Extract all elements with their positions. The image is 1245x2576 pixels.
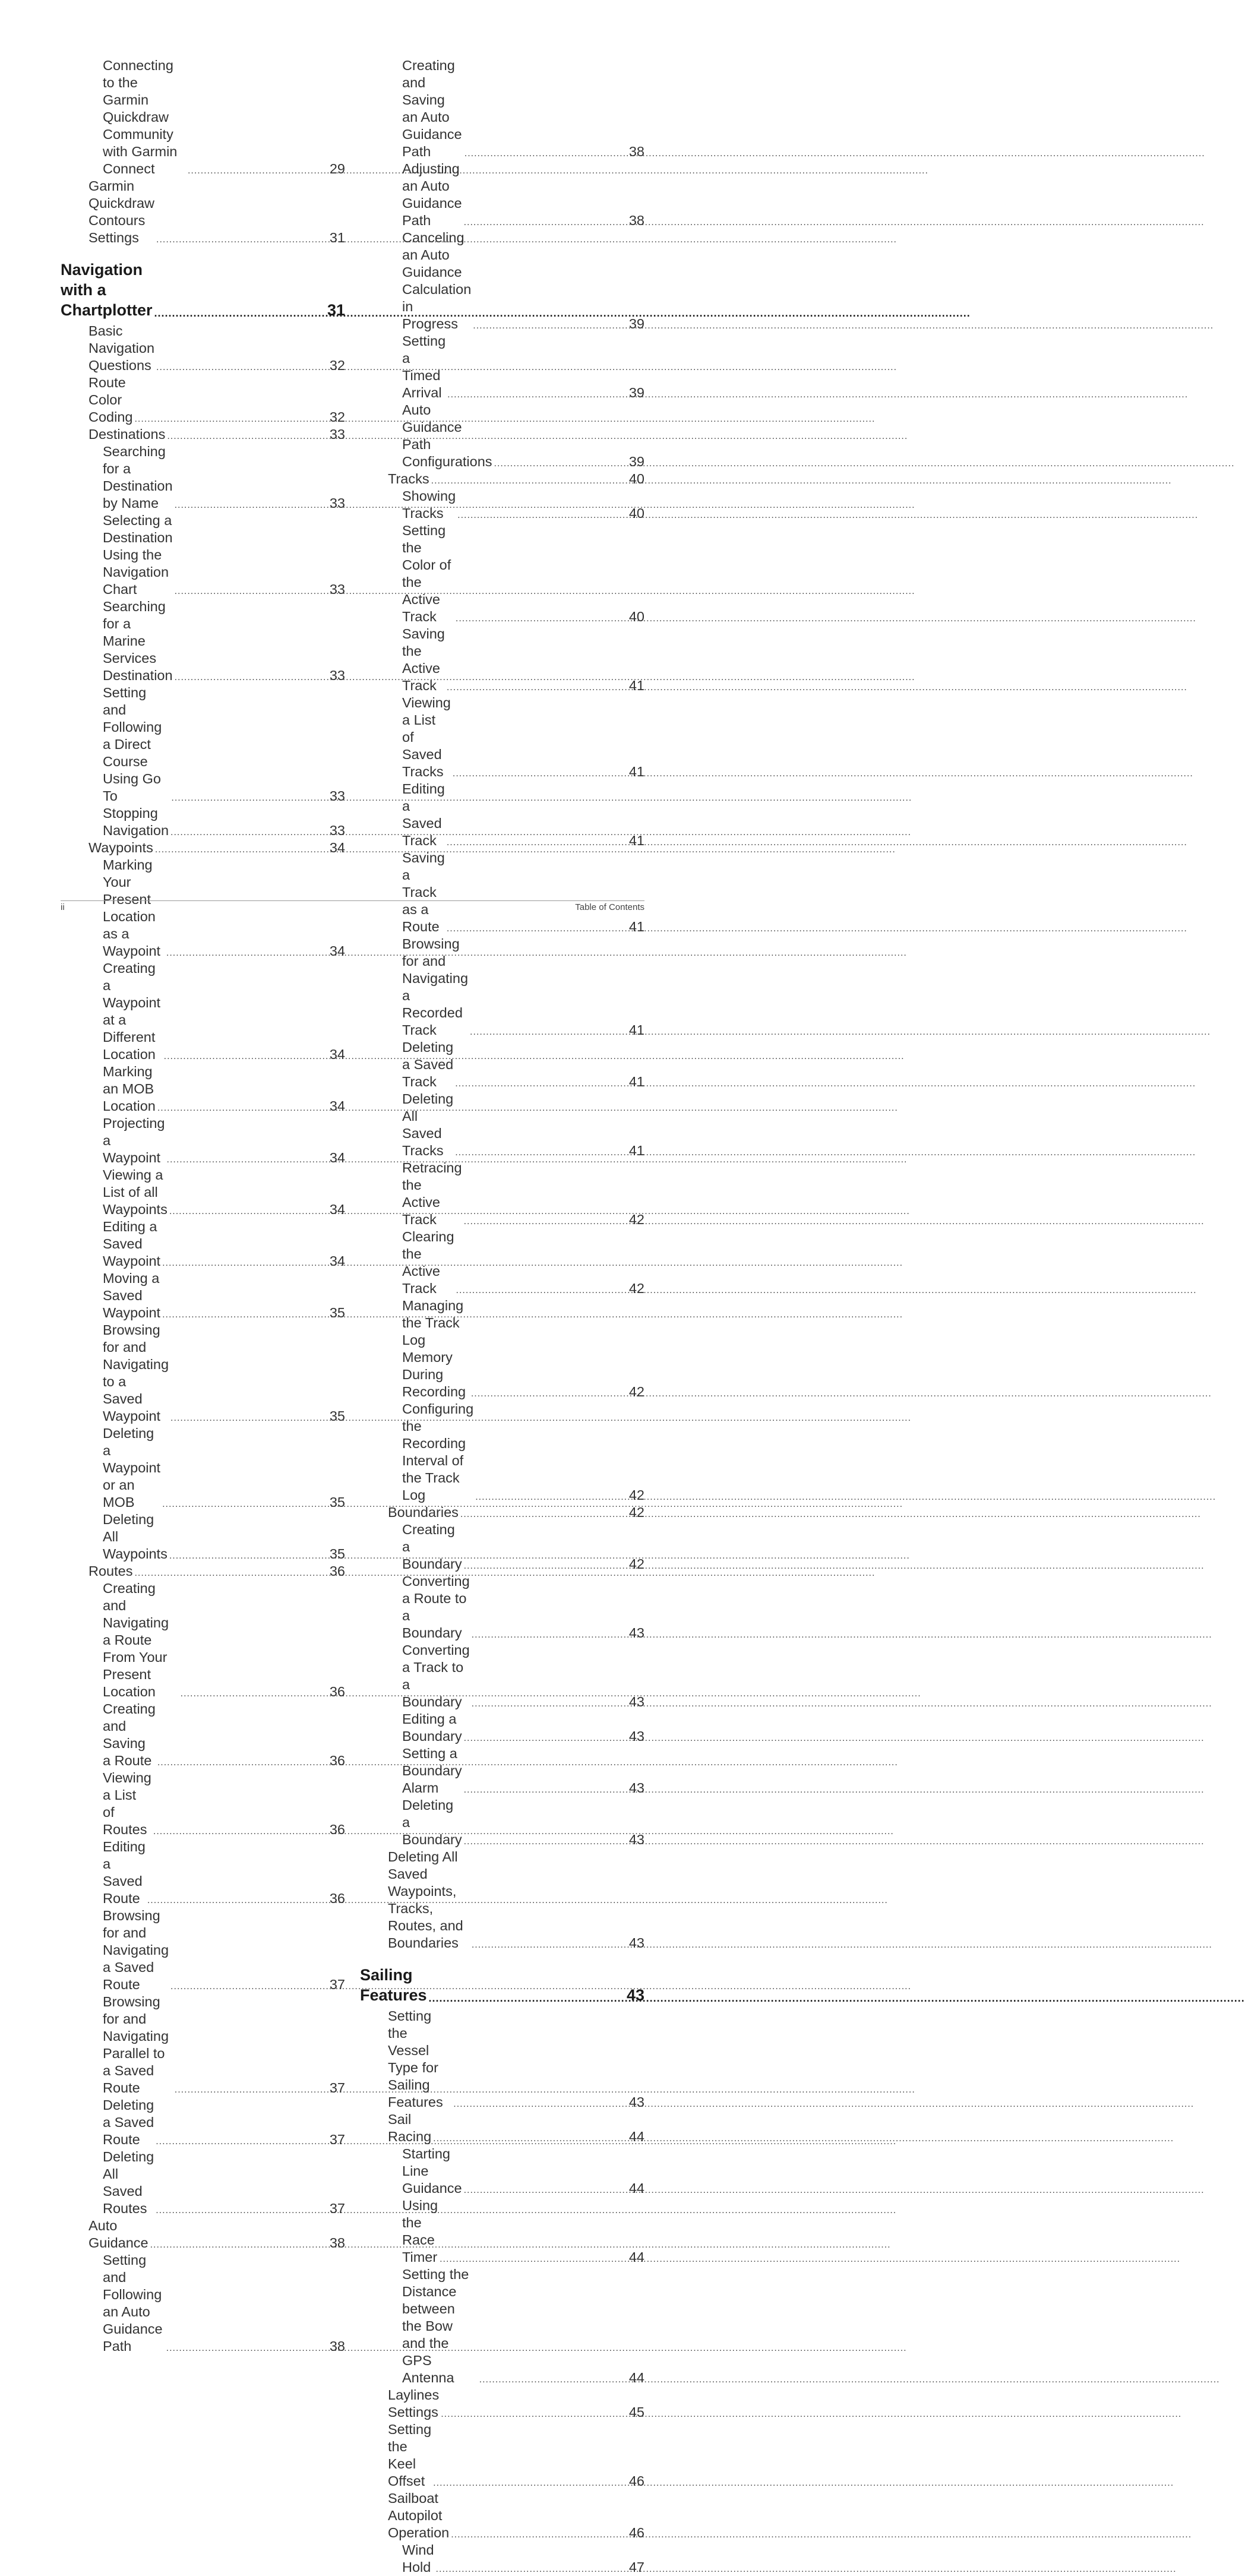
toc-entry[interactable] [61,1063,345,1115]
toc-entry-title: Searching for a Destination by Name [103,444,173,511]
toc-entry[interactable] [61,443,345,512]
toc-entry-page: 34 [329,1202,345,1217]
dot-leader [153,1825,328,1838]
toc-entry[interactable] [360,625,644,694]
toc-entry-page: 37 [329,2132,345,2147]
toc-entry[interactable] [61,2148,345,2217]
toc-entry-title: Boundaries [388,1504,459,1520]
dot-leader [457,509,628,522]
toc-entry-page: 37 [329,2080,345,2095]
toc-entry-page: 39 [628,454,644,469]
dot-leader [441,2408,628,2421]
toc-entry-page: 31 [327,301,345,319]
dot-leader [429,1991,625,2005]
toc-entry-title: Creating and Saving a Route [103,1701,156,1768]
toc-entry-page: 43 [628,1625,644,1641]
toc-entry-page: 43 [628,1780,644,1796]
toc-entry-title: Browsing for and Navigating a Recorded Track [402,936,469,1038]
toc-entry-page: 33 [329,788,345,804]
toc-entry[interactable] [61,374,345,426]
toc-entry[interactable] [360,849,644,935]
toc-entry-page: 46 [628,2473,644,2489]
toc-entry[interactable] [61,1270,345,1322]
toc-entry-title: Deleting All Saved Routes [103,2149,154,2216]
dot-leader [156,233,328,246]
toc-entry-title: Wind Hold [402,2542,434,2575]
toc-entry[interactable] [360,229,644,333]
dot-leader [455,1146,628,1159]
toc-entry[interactable] [61,1511,345,1563]
toc-entry-page: 29 [329,161,345,176]
dot-leader [464,1784,628,1797]
toc-entry-page: 43 [628,1935,644,1951]
toc-chapter-entry[interactable] [360,1965,644,2005]
dot-leader [447,836,628,849]
toc-entry[interactable] [360,1297,644,1401]
toc-entry[interactable] [61,2217,345,2252]
toc-entry-page: 34 [329,840,345,855]
toc-entry-page: 44 [628,2129,644,2144]
toc-entry[interactable] [61,1218,345,1270]
toc-entry-page: 36 [329,1684,345,1699]
toc-entry-page: 38 [628,213,644,228]
toc-entry[interactable] [360,1797,644,1848]
dot-leader [134,1567,328,1580]
dot-leader [473,320,628,333]
toc-entry[interactable] [61,512,345,598]
toc-entry[interactable] [360,160,644,229]
toc-entry[interactable] [360,1091,644,1159]
dot-leader [447,922,628,935]
toc-entry-title: Canceling an Auto Guidance Calculation in Progress [402,230,472,331]
toc-entry[interactable] [61,1563,345,1580]
toc-entry-page: 34 [329,1047,345,1062]
dot-leader [451,2528,628,2542]
toc-entry[interactable] [360,402,644,470]
toc-entry[interactable] [360,522,644,625]
toc-chapter-entry[interactable] [61,260,345,320]
toc-entry-title: Clearing the Active Track [402,1229,454,1296]
dot-leader [188,165,328,178]
toc-entry-page: 44 [628,2370,644,2385]
toc-entry-page: 36 [329,1563,345,1579]
toc-entry-page: 42 [628,1281,644,1296]
dot-leader [464,147,628,160]
dot-leader [464,216,628,229]
toc-entry-page: 40 [628,505,644,521]
toc-entry-title: Setting a Timed Arrival [402,333,446,400]
dot-leader [175,2084,328,2097]
footer-page-number: ii [61,902,65,912]
toc-entry-page: 34 [329,943,345,959]
toc-entry-page: 41 [628,919,644,934]
toc-entry[interactable] [61,960,345,1063]
dot-leader [460,1508,628,1521]
toc-entry[interactable] [61,426,345,443]
dot-leader [453,2098,628,2111]
dot-leader [479,2373,628,2387]
toc-entry-page: 42 [628,1384,644,1399]
dot-leader [167,1153,328,1167]
toc-entry-title: Setting and Following a Direct Course Using Go To [103,685,162,804]
dot-leader [455,1077,628,1091]
toc-entry[interactable] [61,1167,345,1218]
toc-entry-page: 41 [628,833,644,848]
toc-entry-page: 35 [329,1494,345,1510]
toc-entry[interactable] [360,1745,644,1797]
dot-leader [431,475,628,488]
toc-entry-page: 42 [628,1212,644,1227]
toc-entry[interactable] [360,333,644,402]
toc-entry-title: Setting the Distance between the Bow and the GPS Antenna [402,2267,469,2385]
toc-entry-page: 42 [628,1504,644,1520]
toc-entry[interactable] [61,1115,345,1167]
toc-entry[interactable] [360,470,644,488]
dot-leader [175,671,328,684]
toc-entry[interactable] [360,2421,644,2490]
dot-leader [171,792,328,805]
dot-leader [162,1498,328,1511]
toc-entry-page: 37 [329,1977,345,1992]
dot-leader [464,2184,628,2197]
toc-entry-title: Marking an MOB Location [103,1064,156,1114]
toc-entry[interactable] [360,1504,644,1521]
toc-entry-title: Stopping Navigation [103,805,169,838]
toc-entry-title: Sail Racing [388,2112,432,2144]
dot-leader [170,826,328,839]
toc-entry-title: Viewing a List of all Waypoints [103,1167,168,1217]
toc-entry-page: 32 [329,409,345,425]
toc-entry[interactable] [360,1573,644,1642]
toc-entry-page: 41 [628,1022,644,1038]
toc-entry-title: Creating a Boundary [402,1522,462,1572]
toc-entry[interactable] [61,1838,345,1907]
toc-entry-title: Auto Guidance [89,2218,148,2251]
toc-entry[interactable] [61,684,345,805]
toc-entry[interactable] [61,1701,345,1769]
dot-leader [433,2132,628,2145]
toc-entry-title: Selecting a Destination Using the Navigation Chart [103,513,173,597]
dot-leader [472,1629,628,1642]
toc-entry[interactable] [360,1039,644,1091]
toc-entry-page: 34 [329,1098,345,1114]
footer-section-title: Table of Contents [575,902,644,912]
toc-entry[interactable] [61,1769,345,1838]
dot-leader [440,2253,628,2266]
toc-entry-page: 46 [628,2525,644,2540]
toc-entry[interactable] [360,2008,644,2111]
toc-entry-title: Setting the Keel Offset [388,2422,432,2489]
toc-entry-title: Browsing for and Navigating Parallel to a Saved Route [103,1994,169,2095]
toc-entry[interactable] [360,694,644,780]
toc-entry-title: Editing a Boundary [402,1711,462,1744]
toc-entry[interactable] [360,2542,644,2576]
toc-left-column [61,57,345,2355]
toc-entry-title: Sailing Features [360,1966,427,2004]
toc-entry-page: 44 [628,2180,644,2196]
toc-entry-title: Waypoints [89,840,153,855]
toc-entry-title: Route Color Coding [89,375,133,425]
toc-entry-title: Creating and Navigating a Route From Your Present Location [103,1581,169,1699]
toc-entry-page: 43 [628,1832,644,1847]
dot-leader [471,1387,628,1401]
toc-entry-title: Converting a Route to a Boundary [402,1573,470,1641]
toc-entry-page: 40 [628,471,644,486]
dot-leader [464,1732,628,1745]
toc-entry-title: Tracks [388,471,429,486]
toc-entry-page: 39 [628,385,644,400]
dot-leader [157,1756,328,1769]
toc-entry-page: 45 [628,2404,644,2420]
toc-entry[interactable] [61,1907,345,1993]
toc-entry[interactable] [360,1159,644,1228]
toc-entry-page: 47 [628,2559,644,2575]
toc-entry-title: Using the Race Timer [402,2198,438,2265]
toc-entry-page: 43 [628,1728,644,1744]
toc-entry-page: 40 [628,609,644,624]
dot-leader [147,1894,328,1907]
dot-leader [472,1698,628,1711]
toc-entry[interactable] [61,1580,345,1701]
toc-entry-page: 35 [329,1546,345,1562]
dot-leader [472,1939,628,1952]
toc-entry-page: 38 [628,144,644,159]
dot-leader [162,1308,328,1322]
toc-entry-title: Showing Tracks [402,488,456,521]
toc-entry[interactable] [61,2097,345,2148]
toc-entry-title: Editing a Saved Route [103,1839,146,1906]
toc-entry-page: 35 [329,1305,345,1320]
toc-entry-title: Navigation with a Chartplotter [61,261,153,319]
toc-entry-title: Deleting All Saved Waypoints, Tracks, Routes, and Boundaries [388,1849,463,1951]
toc-entry-title: Retracing the Active Track [402,1160,462,1227]
toc-entry-page: 33 [329,495,345,511]
toc-entry-title: Viewing a List of Routes [103,1770,151,1837]
toc-entry-title: Editing a Saved Waypoint [103,1219,161,1269]
dot-leader [167,430,328,443]
dot-leader [494,457,628,470]
toc-entry-page: 36 [329,1753,345,1768]
dot-leader [456,612,628,625]
toc-entry[interactable] [360,2145,644,2197]
dot-leader [157,1102,328,1115]
toc-entry-title: Adjusting an Auto Guidance Path [402,161,462,228]
dot-leader [155,843,328,856]
toc-entry[interactable] [360,2490,644,2542]
dot-leader [175,499,328,512]
toc-entry-title: Destinations [89,426,166,442]
dot-leader [447,681,628,694]
toc-entry[interactable] [360,1848,644,1952]
toc-entry-page: 35 [329,1408,345,1424]
toc-entry-title: Deleting a Saved Track [402,1039,454,1089]
dot-leader [464,1560,628,1573]
toc-entry[interactable] [61,839,345,856]
toc-entry[interactable] [61,57,345,178]
toc-entry-title: Browsing for and Navigating a Saved Route [103,1908,169,1992]
dot-leader [433,2477,628,2490]
dot-leader [453,767,628,780]
toc-entry-title: Marking Your Present Location as a Waypoint [103,857,161,959]
toc-entry-page: 33 [329,823,345,838]
dot-leader [164,1050,328,1063]
toc-entry-page: 41 [628,678,644,693]
dot-leader [134,413,328,426]
dot-leader [150,2239,328,2252]
toc-entry-title: Managing the Track Log Memory During Recording [402,1298,466,1399]
toc-entry-title: Creating and Saving an Auto Guidance Path [402,58,462,159]
dot-leader [169,1205,328,1218]
toc-entry-title: Auto Guidance Path Configurations [402,402,492,469]
toc-entry-title: Deleting All Saved Tracks [402,1091,454,1158]
toc-entry-title: Setting the Color of the Active Track [402,523,451,624]
dot-leader [166,947,328,960]
toc-entry-title: Starting Line Guidance [402,2146,462,2196]
toc-entry-page: 43 [628,1694,644,1709]
toc-entry[interactable] [360,2266,644,2387]
toc-entry[interactable] [360,2111,644,2145]
toc-entry[interactable] [360,2387,644,2421]
toc-entry-page: 33 [329,668,345,683]
toc-entry[interactable] [61,2252,345,2355]
toc-entry-title: Sailboat Autopilot Operation [388,2490,450,2540]
toc-entry-title: Projecting a Waypoint [103,1115,165,1165]
toc-entry[interactable] [61,1993,345,2097]
dot-leader [156,2204,328,2217]
toc-entry-page: 36 [329,1822,345,1837]
dot-leader [464,1835,628,1848]
toc-entry[interactable] [360,1401,644,1504]
dot-leader [470,1026,628,1039]
toc-entry-title: Saving the Active Track [402,626,445,693]
toc-entry-title: Browsing for and Navigating to a Saved Waypoint [103,1322,169,1424]
dot-leader [170,1412,328,1425]
dot-leader [464,1215,628,1228]
toc-entry[interactable] [61,1425,345,1511]
toc-entry-title: Editing a Saved Track [402,781,445,848]
toc-entry-title: Searching for a Marine Services Destination [103,599,173,683]
toc-entry-page: 44 [628,2249,644,2265]
toc-entry[interactable] [360,488,644,522]
toc-entry-title: Connecting to the Garmin Quickdraw Community with Garmin Connect [103,58,178,176]
toc-entry-page: 34 [329,1150,345,1165]
toc-entry[interactable] [360,1521,644,1573]
toc-entry[interactable] [360,57,644,160]
dot-leader [475,1491,628,1504]
toc-entry-page: 36 [329,1891,345,1906]
toc-entry-title: Basic Navigation Questions [89,323,155,373]
dot-leader [456,1284,628,1297]
toc-entry-title: Viewing a List of Saved Tracks [402,695,451,779]
toc-entry-title: Setting and Following an Auto Guidance Path [103,2252,163,2354]
toc-entry-page: 42 [628,1487,644,1503]
toc-entry-page: 33 [329,581,345,597]
toc-entry[interactable] [360,1711,644,1745]
dot-leader [154,306,326,320]
toc-entry[interactable] [61,323,345,374]
toc-entry[interactable] [360,935,644,1039]
dot-leader [162,1257,328,1270]
toc-entry[interactable] [360,1642,644,1711]
toc-entry-title: Deleting a Waypoint or an MOB [103,1426,161,1510]
toc-entry[interactable] [360,1228,644,1297]
toc-entry-title: Converting a Track to a Boundary [402,1642,470,1709]
toc-entry[interactable] [61,1322,345,1425]
toc-entry-page: 43 [628,2094,644,2110]
toc-entry-title: Setting the Vessel Type for Sailing Features [388,2008,443,2110]
dot-leader [169,1550,328,1563]
toc-entry-page: 38 [329,2235,345,2251]
toc-entry-title: Laylines Settings [388,2387,440,2420]
dot-leader [156,2135,328,2148]
toc-entry-page: 38 [329,2338,345,2354]
toc-entry[interactable] [360,2197,644,2266]
dot-leader [436,2563,628,2576]
toc-entry[interactable] [61,598,345,684]
page-footer [61,900,644,912]
toc-entry[interactable] [61,805,345,839]
toc-entry-title: Routes [89,1563,133,1579]
toc-entry-page: 39 [628,316,644,331]
toc-entry-page: 32 [329,358,345,373]
toc-entry-title: Creating a Waypoint at a Different Location [103,960,161,1062]
toc-entry-title: Moving a Saved Waypoint [103,1270,161,1320]
toc-entry[interactable] [61,178,345,246]
toc-entry-page: 34 [329,1253,345,1269]
dot-leader [156,361,328,374]
toc-entry-title: Deleting a Boundary [402,1797,462,1847]
toc-entry-page: 31 [329,230,345,245]
dot-leader [181,1687,328,1701]
toc-entry-page: 41 [628,1074,644,1089]
toc-entry-title: Configuring the Recording Interval of the Track Log [402,1401,474,1503]
toc-entry-page: 41 [628,1143,644,1158]
toc-entry-page: 41 [628,764,644,779]
toc-entry-title: Deleting a Saved Route [103,2097,154,2147]
toc-entry-page: 33 [329,426,345,442]
toc-entry-title: Setting a Boundary Alarm [402,1746,462,1796]
toc-right-column [360,57,644,2576]
toc-entry-page: 37 [329,2201,345,2216]
toc-entry-title: Saving a Track as a Route [402,850,445,934]
dot-leader [447,388,628,402]
dot-leader [175,585,328,598]
toc-entry-title: Garmin Quickdraw Contours Settings [89,178,155,245]
toc-entry-page: 43 [626,1986,644,2004]
toc-entry[interactable] [360,780,644,849]
dot-leader [166,2342,328,2355]
toc-entry-title: Deleting All Waypoints [103,1512,168,1562]
toc-entry-page: 42 [628,1556,644,1572]
dot-leader [170,1980,328,1993]
